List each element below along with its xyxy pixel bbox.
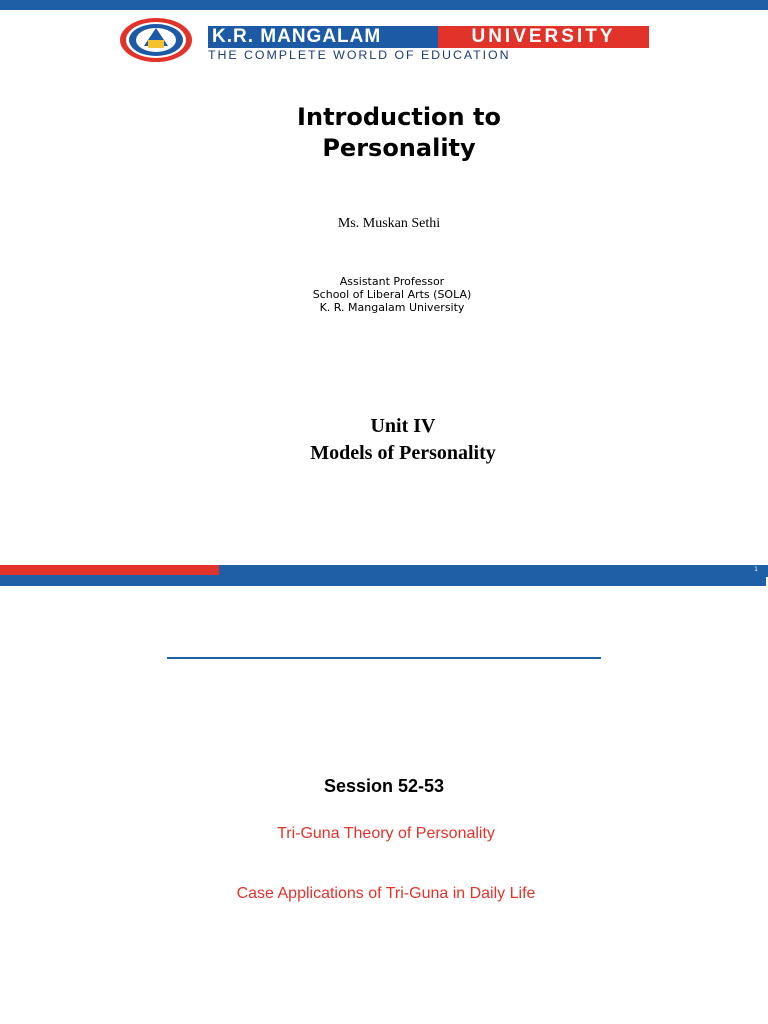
divider-rule (167, 657, 601, 659)
title-line-1: Introduction to (297, 103, 501, 131)
footer-accent (0, 565, 219, 575)
slide-number: 1 (754, 566, 758, 573)
slide-title (200, 102, 598, 164)
presenter-name: Ms. Muskan Sethi (337, 216, 441, 231)
affiliation-university: K. R. Mangalam University (319, 301, 465, 314)
presenter-affiliation (232, 275, 552, 314)
affiliation-school: School of Liberal Arts (SOLA) (312, 288, 472, 301)
wordmark-left: K.R. MANGALAM (208, 26, 438, 48)
unit-number: Unit IV (370, 415, 436, 437)
unit-title: Models of Personality (310, 442, 496, 464)
wordmark-tagline: THE COMPLETE WORLD OF EDUCATION (208, 48, 511, 62)
university-seal-icon (118, 16, 196, 64)
topic-1: Tri-Guna Theory of Personality (277, 825, 495, 842)
university-logo (118, 16, 650, 66)
session-heading: Session 52-53 (323, 776, 445, 796)
header-band (0, 0, 768, 10)
university-wordmark (208, 26, 649, 60)
slide-2 (0, 586, 768, 1024)
unit-heading (254, 413, 552, 467)
wordmark-right: UNIVERSITY (438, 26, 649, 48)
affiliation-role: Assistant Professor (339, 275, 445, 288)
topic-2: Case Applications of Tri-Guna in Daily Life (236, 885, 536, 902)
title-line-2: Personality (322, 134, 476, 162)
